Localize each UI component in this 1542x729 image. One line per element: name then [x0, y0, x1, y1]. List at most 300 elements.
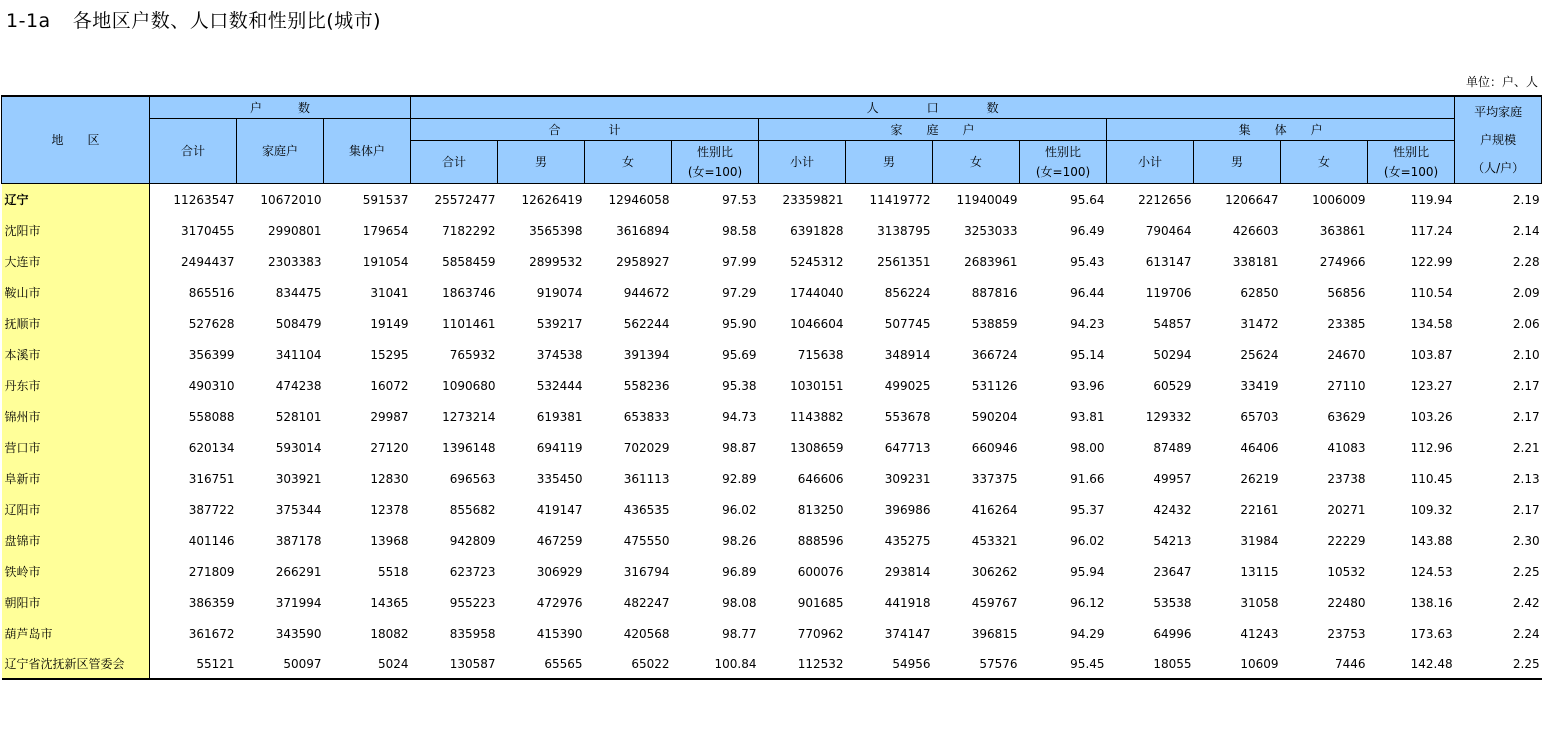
header-sex-ratio: [1020, 141, 1107, 184]
value-cell: 96.02: [722, 502, 757, 517]
value-cell: 98.08: [722, 595, 757, 610]
statistics-table: [1, 95, 1542, 680]
table-row: [2, 184, 1542, 216]
value-cell: 7182292: [442, 223, 496, 238]
value-cell: 23738: [1327, 471, 1366, 486]
value-cell: 117.24: [1410, 223, 1453, 238]
table-row: [2, 370, 1542, 401]
region-cell: 大连市: [2, 246, 150, 277]
value-cell: 266291: [275, 564, 322, 579]
region-cell: 鞍山市: [2, 277, 150, 308]
value-cell: 103.87: [1410, 347, 1453, 362]
value-cell: 2.28: [1512, 254, 1540, 269]
value-cell: 65565: [498, 649, 585, 679]
value-cell: 13115: [1240, 564, 1279, 579]
value-cell: 343590: [275, 626, 322, 641]
value-cell: 508479: [275, 316, 322, 331]
value-cell: 361113: [623, 471, 670, 486]
value-cell: 2.25: [1512, 564, 1540, 579]
region-cell: 朝阳市: [2, 587, 150, 618]
value-cell: 1308659: [790, 440, 844, 455]
value-cell: 42432: [1153, 502, 1192, 517]
value-cell: 46406: [1240, 440, 1279, 455]
avg-line1: 平均家庭: [1474, 105, 1523, 119]
value-cell: 27120: [370, 440, 409, 455]
value-cell: 553678: [884, 409, 931, 424]
value-cell: 95.94: [1070, 564, 1105, 579]
value-cell: 2.17: [1512, 378, 1540, 393]
region-cell: 辽宁省沈抚新区管委会: [2, 649, 150, 679]
value-cell: 112.96: [1410, 440, 1453, 455]
value-cell: 1090680: [442, 378, 496, 393]
value-cell: 944672: [623, 285, 670, 300]
table-row: [2, 401, 1542, 432]
sex-ratio-label: 性别比: [697, 145, 734, 159]
value-cell: 18055: [1107, 649, 1194, 679]
value-cell: 646606: [797, 471, 844, 486]
value-cell: 696563: [449, 471, 496, 486]
page-title: [6, 6, 381, 33]
table-row: [2, 556, 1542, 587]
value-cell: 765932: [449, 347, 496, 362]
value-cell: 96.02: [1070, 533, 1105, 548]
value-cell: 855682: [449, 502, 496, 517]
value-cell: 173.63: [1410, 626, 1453, 641]
value-cell: 26219: [1240, 471, 1279, 486]
value-cell: 416264: [971, 502, 1018, 517]
value-cell: 92.89: [722, 471, 757, 486]
value-cell: 138.16: [1410, 595, 1453, 610]
header-female: 女: [933, 141, 1020, 184]
value-cell: 558236: [623, 378, 670, 393]
value-cell: 123.27: [1410, 378, 1453, 393]
table-row: [2, 246, 1542, 277]
value-cell: 94.73: [722, 409, 757, 424]
header-female: 女: [585, 141, 672, 184]
header-hh-total: 合计: [150, 119, 237, 184]
value-cell: 10672010: [260, 192, 322, 207]
value-cell: 2683961: [964, 254, 1018, 269]
value-cell: 2.14: [1512, 223, 1540, 238]
value-cell: 942809: [449, 533, 496, 548]
value-cell: 2.42: [1512, 595, 1540, 610]
value-cell: 348914: [884, 347, 931, 362]
sex-ratio-note: (女=100): [687, 165, 743, 179]
header-avg-household-size: [1455, 96, 1542, 184]
value-cell: 5245312: [790, 254, 844, 269]
value-cell: 93.81: [1070, 409, 1105, 424]
value-cell: 834475: [275, 285, 322, 300]
value-cell: 590204: [971, 409, 1018, 424]
value-cell: 57576: [933, 649, 1020, 679]
value-cell: 426603: [1232, 223, 1279, 238]
value-cell: 95.90: [722, 316, 757, 331]
value-cell: 98.26: [722, 533, 757, 548]
value-cell: 623723: [449, 564, 496, 579]
value-cell: 499025: [884, 378, 931, 393]
value-cell: 130587: [411, 649, 498, 679]
value-cell: 19149: [370, 316, 409, 331]
value-cell: 13968: [370, 533, 409, 548]
value-cell: 24670: [1327, 347, 1366, 362]
value-cell: 2.30: [1512, 533, 1540, 548]
table-code: 1-1a: [6, 10, 51, 32]
value-cell: 95.38: [722, 378, 757, 393]
value-cell: 98.87: [722, 440, 757, 455]
value-cell: 1046604: [790, 316, 844, 331]
value-cell: 14365: [370, 595, 409, 610]
header-group-family: 家 庭 户: [759, 119, 1107, 141]
header-subtotal: 小计: [1107, 141, 1194, 184]
region-cell: 盘锦市: [2, 525, 150, 556]
value-cell: 387178: [275, 533, 322, 548]
value-cell: 103.26: [1410, 409, 1453, 424]
header-subtotal: 小计: [759, 141, 846, 184]
table-title: 各地区户数、人口数和性别比(城市): [72, 10, 382, 32]
value-cell: 337375: [971, 471, 1018, 486]
header-male: 男: [846, 141, 933, 184]
value-cell: 54857: [1153, 316, 1192, 331]
value-cell: 436535: [623, 502, 670, 517]
value-cell: 1143882: [790, 409, 844, 424]
value-cell: 96.44: [1070, 285, 1105, 300]
value-cell: 56856: [1327, 285, 1366, 300]
value-cell: 527628: [188, 316, 235, 331]
value-cell: 419147: [536, 502, 583, 517]
value-cell: 715638: [797, 347, 844, 362]
value-cell: 31984: [1240, 533, 1279, 548]
value-cell: 2.19: [1512, 192, 1540, 207]
value-cell: 100.84: [672, 649, 759, 679]
value-cell: 1030151: [790, 378, 844, 393]
region-cell: 本溪市: [2, 339, 150, 370]
value-cell: 396986: [884, 502, 931, 517]
value-cell: 2958927: [616, 254, 670, 269]
value-cell: 65022: [585, 649, 672, 679]
value-cell: 901685: [797, 595, 844, 610]
value-cell: 33419: [1240, 378, 1279, 393]
value-cell: 31472: [1240, 316, 1279, 331]
value-cell: 94.23: [1070, 316, 1105, 331]
value-cell: 620134: [188, 440, 235, 455]
value-cell: 91.66: [1070, 471, 1105, 486]
value-cell: 10609: [1194, 649, 1281, 679]
value-cell: 888596: [797, 533, 844, 548]
value-cell: 387722: [188, 502, 235, 517]
unit-note: 单位：户、人: [1465, 75, 1538, 89]
region-cell: 丹东市: [2, 370, 150, 401]
value-cell: 110.54: [1410, 285, 1453, 300]
value-cell: 694119: [536, 440, 583, 455]
value-cell: 316794: [623, 564, 670, 579]
table-body: [2, 184, 1542, 680]
value-cell: 539217: [536, 316, 583, 331]
value-cell: 60529: [1153, 378, 1192, 393]
header-group-collective: 集 体 户: [1107, 119, 1455, 141]
value-cell: 96.49: [1070, 223, 1105, 238]
value-cell: 87489: [1153, 440, 1192, 455]
value-cell: 309231: [884, 471, 931, 486]
region-cell: 铁岭市: [2, 556, 150, 587]
value-cell: 865516: [188, 285, 235, 300]
value-cell: 374538: [536, 347, 583, 362]
value-cell: 31041: [370, 285, 409, 300]
value-cell: 538859: [971, 316, 1018, 331]
value-cell: 2899532: [529, 254, 583, 269]
header-group-total: 合 计: [411, 119, 759, 141]
value-cell: 558088: [188, 409, 235, 424]
value-cell: 5518: [377, 564, 409, 579]
value-cell: 1206647: [1225, 192, 1279, 207]
value-cell: 2561351: [877, 254, 931, 269]
value-cell: 3565398: [529, 223, 583, 238]
value-cell: 955223: [449, 595, 496, 610]
value-cell: 2303383: [268, 254, 322, 269]
sex-ratio-note: (女=100): [1383, 165, 1439, 179]
value-cell: 702029: [623, 440, 670, 455]
value-cell: 335450: [536, 471, 583, 486]
table-row: [2, 432, 1542, 463]
value-cell: 3138795: [877, 223, 931, 238]
value-cell: 2.10: [1512, 347, 1540, 362]
value-cell: 11263547: [173, 192, 235, 207]
value-cell: 54213: [1153, 533, 1192, 548]
value-cell: 124.53: [1410, 564, 1453, 579]
value-cell: 2.25: [1455, 649, 1542, 679]
value-cell: 338181: [1232, 254, 1279, 269]
value-cell: 366724: [971, 347, 1018, 362]
value-cell: 129332: [1145, 409, 1192, 424]
value-cell: 54956: [846, 649, 933, 679]
value-cell: 401146: [188, 533, 235, 548]
value-cell: 23647: [1153, 564, 1192, 579]
value-cell: 531126: [971, 378, 1018, 393]
value-cell: 2.06: [1512, 316, 1540, 331]
value-cell: 93.96: [1070, 378, 1105, 393]
value-cell: 10532: [1327, 564, 1366, 579]
value-cell: 415390: [536, 626, 583, 641]
value-cell: 29987: [370, 409, 409, 424]
value-cell: 179654: [362, 223, 409, 238]
value-cell: 12378: [370, 502, 409, 517]
header-female: 女: [1281, 141, 1368, 184]
value-cell: 482247: [623, 595, 670, 610]
sex-ratio-note: (女=100): [1035, 165, 1091, 179]
value-cell: 391394: [623, 347, 670, 362]
value-cell: 919074: [536, 285, 583, 300]
value-cell: 12830: [370, 471, 409, 486]
table-row: [2, 308, 1542, 339]
value-cell: 2.09: [1512, 285, 1540, 300]
value-cell: 490310: [188, 378, 235, 393]
value-cell: 18082: [370, 626, 409, 641]
table-row: [2, 618, 1542, 649]
value-cell: 25624: [1240, 347, 1279, 362]
value-cell: 356399: [188, 347, 235, 362]
value-cell: 95.43: [1070, 254, 1105, 269]
value-cell: 813250: [797, 502, 844, 517]
table-row: [2, 494, 1542, 525]
value-cell: 647713: [884, 440, 931, 455]
value-cell: 41083: [1327, 440, 1366, 455]
table-row: [2, 525, 1542, 556]
value-cell: 55121: [150, 649, 237, 679]
value-cell: 2494437: [181, 254, 235, 269]
value-cell: 453321: [971, 533, 1018, 548]
value-cell: 119.94: [1410, 192, 1453, 207]
value-cell: 613147: [1145, 254, 1192, 269]
value-cell: 1863746: [442, 285, 496, 300]
value-cell: 95.14: [1070, 347, 1105, 362]
value-cell: 2990801: [268, 223, 322, 238]
value-cell: 475550: [623, 533, 670, 548]
value-cell: 64996: [1153, 626, 1192, 641]
value-cell: 95.64: [1070, 192, 1105, 207]
header-male: 男: [498, 141, 585, 184]
header-population: 人 口 数: [411, 96, 1455, 119]
value-cell: 2.17: [1512, 502, 1540, 517]
value-cell: 363861: [1319, 223, 1366, 238]
value-cell: 619381: [536, 409, 583, 424]
value-cell: 143.88: [1410, 533, 1453, 548]
value-cell: 435275: [884, 533, 931, 548]
region-cell: 辽宁: [2, 184, 150, 216]
value-cell: 472976: [536, 595, 583, 610]
value-cell: 887816: [971, 285, 1018, 300]
sex-ratio-label: 性别比: [1045, 145, 1082, 159]
value-cell: 23359821: [782, 192, 844, 207]
value-cell: 653833: [623, 409, 670, 424]
value-cell: 11419772: [869, 192, 931, 207]
value-cell: 110.45: [1410, 471, 1453, 486]
header-male: 男: [1194, 141, 1281, 184]
value-cell: 396815: [971, 626, 1018, 641]
value-cell: 274966: [1319, 254, 1366, 269]
value-cell: 3253033: [964, 223, 1018, 238]
value-cell: 1273214: [442, 409, 496, 424]
value-cell: 2.13: [1512, 471, 1540, 486]
region-cell: 锦州市: [2, 401, 150, 432]
header-hh-family: 家庭户: [237, 119, 324, 184]
value-cell: 591537: [362, 192, 409, 207]
value-cell: 306262: [971, 564, 1018, 579]
value-cell: 15295: [370, 347, 409, 362]
value-cell: 528101: [275, 409, 322, 424]
value-cell: 3616894: [616, 223, 670, 238]
value-cell: 95.69: [722, 347, 757, 362]
value-cell: 459767: [971, 595, 1018, 610]
value-cell: 98.00: [1070, 440, 1105, 455]
value-cell: 23753: [1327, 626, 1366, 641]
header-hh-collective: 集体户: [324, 119, 411, 184]
value-cell: 96.89: [722, 564, 757, 579]
value-cell: 660946: [971, 440, 1018, 455]
value-cell: 50294: [1153, 347, 1192, 362]
value-cell: 62850: [1240, 285, 1279, 300]
value-cell: 11940049: [956, 192, 1018, 207]
value-cell: 303921: [275, 471, 322, 486]
value-cell: 7446: [1281, 649, 1368, 679]
value-cell: 790464: [1145, 223, 1192, 238]
value-cell: 835958: [449, 626, 496, 641]
value-cell: 109.32: [1410, 502, 1453, 517]
value-cell: 293814: [884, 564, 931, 579]
value-cell: 95.37: [1070, 502, 1105, 517]
table-row: [2, 339, 1542, 370]
value-cell: 6391828: [790, 223, 844, 238]
region-cell: 阜新市: [2, 463, 150, 494]
value-cell: 191054: [362, 254, 409, 269]
value-cell: 374147: [884, 626, 931, 641]
value-cell: 2.24: [1512, 626, 1540, 641]
value-cell: 134.58: [1410, 316, 1453, 331]
table-row: [2, 587, 1542, 618]
value-cell: 16072: [370, 378, 409, 393]
value-cell: 770962: [797, 626, 844, 641]
header-total: 合计: [411, 141, 498, 184]
value-cell: 12626419: [521, 192, 583, 207]
value-cell: 65703: [1240, 409, 1279, 424]
value-cell: 49957: [1153, 471, 1192, 486]
value-cell: 94.29: [1070, 626, 1105, 641]
header-region: 地 区: [2, 96, 150, 184]
value-cell: 371994: [275, 595, 322, 610]
value-cell: 53538: [1153, 595, 1192, 610]
value-cell: 1396148: [442, 440, 496, 455]
value-cell: 22229: [1327, 533, 1366, 548]
header-households: 户 数: [150, 96, 411, 119]
avg-line2: 户规模: [1480, 133, 1517, 147]
value-cell: 41243: [1240, 626, 1279, 641]
value-cell: 593014: [275, 440, 322, 455]
value-cell: 271809: [188, 564, 235, 579]
value-cell: 532444: [536, 378, 583, 393]
value-cell: 23385: [1327, 316, 1366, 331]
value-cell: 97.99: [722, 254, 757, 269]
value-cell: 1744040: [790, 285, 844, 300]
value-cell: 98.58: [722, 223, 757, 238]
value-cell: 856224: [884, 285, 931, 300]
value-cell: 420568: [623, 626, 670, 641]
region-cell: 辽阳市: [2, 494, 150, 525]
avg-line3: （人/户）: [1472, 161, 1525, 175]
value-cell: 97.29: [722, 285, 757, 300]
value-cell: 2.17: [1512, 409, 1540, 424]
value-cell: 467259: [536, 533, 583, 548]
value-cell: 5858459: [442, 254, 496, 269]
header-sex-ratio: [1368, 141, 1455, 184]
value-cell: 112532: [759, 649, 846, 679]
table-row: [2, 649, 1542, 679]
value-cell: 316751: [188, 471, 235, 486]
value-cell: 95.45: [1020, 649, 1107, 679]
table-header: [2, 96, 1542, 184]
sex-ratio-label: 性别比: [1393, 145, 1430, 159]
value-cell: 119706: [1145, 285, 1192, 300]
value-cell: 12946058: [608, 192, 670, 207]
value-cell: 375344: [275, 502, 322, 517]
value-cell: 22161: [1240, 502, 1279, 517]
value-cell: 98.77: [722, 626, 757, 641]
value-cell: 142.48: [1368, 649, 1455, 679]
region-cell: 营口市: [2, 432, 150, 463]
value-cell: 2.21: [1512, 440, 1540, 455]
value-cell: 20271: [1327, 502, 1366, 517]
value-cell: 50097: [237, 649, 324, 679]
value-cell: 600076: [797, 564, 844, 579]
region-cell: 沈阳市: [2, 215, 150, 246]
value-cell: 1101461: [442, 316, 496, 331]
